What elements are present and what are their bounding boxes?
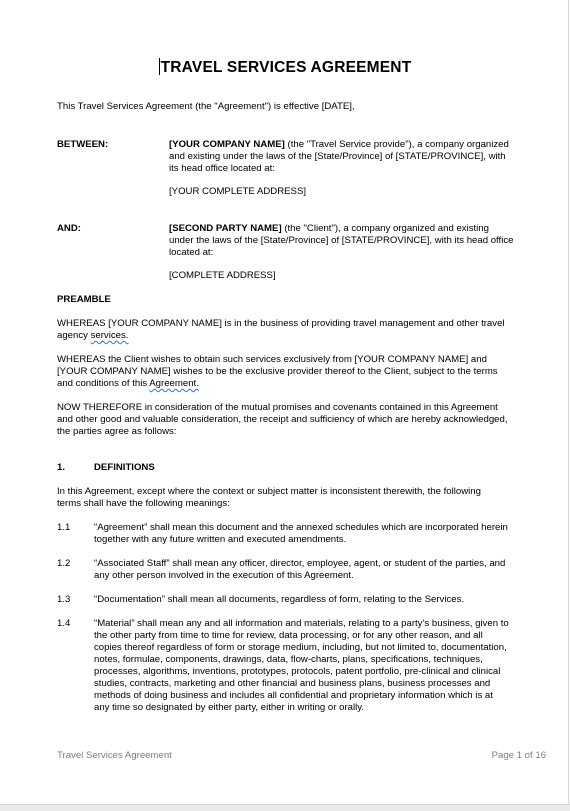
clause-text (94, 594, 554, 606)
and-line2: under the laws of the [State/Province] of [STATE/PROVINCE], with its head office (169, 235, 514, 246)
preamble-p1-line2: agency (57, 330, 91, 341)
preamble-paragraph-3 (57, 402, 547, 438)
clause-line: “Documentation” shall mean all documents, regardless of form, relating to the Services. (94, 594, 465, 605)
clause-line: methods of doing business and includes all confidential and proprietary information which is at (94, 690, 493, 701)
between-party-name: [YOUR COMPANY NAME] (169, 139, 285, 150)
text-cursor (159, 58, 160, 75)
between-label: BETWEEN: (57, 139, 109, 150)
clause-line: “Material” shall mean any and all information and materials, relating to a party’s business, given to (94, 618, 509, 629)
and-line3: located at: (169, 247, 214, 258)
clause-line: processes, algorithms, inventions, prototypes, protocols, patent portfolio, pre-clinical and clinical (94, 666, 501, 677)
definitions-intro-line2: terms shall have the following meanings: (57, 498, 230, 509)
page-separator (0, 804, 570, 811)
and-party-name: [SECOND PARTY NAME] (169, 223, 282, 234)
preamble-p1-line1: WHEREAS [YOUR COMPANY NAME] is in the business of providing travel management and other travel (57, 318, 505, 329)
preamble-p3-line1: NOW THEREFORE in consideration of the mutual promises and covenants contained in this Agreement (57, 402, 498, 413)
between-line3: its head office located at: (169, 163, 275, 174)
and-line1: (the "Client"), a company organized and existing (281, 223, 489, 234)
clause-number: 1.1 (57, 522, 71, 533)
grammar-flag-services[interactable]: services. (90, 330, 129, 341)
clause-line: notes, formulae, components, drawings, data, flow-charts, plans, specifications, techniques, (94, 654, 483, 665)
preamble-paragraph-2 (57, 354, 547, 390)
clause-text (94, 558, 554, 582)
clause-line: studies, contracts, marketing and other financial and business plans, business processes and (94, 678, 491, 689)
section-number: 1. (57, 462, 66, 473)
preamble-paragraph-1 (57, 318, 547, 342)
definitions-intro (57, 486, 547, 510)
section-heading: DEFINITIONS (94, 462, 155, 473)
footer-page-number: Page 1 of 16 (491, 750, 546, 761)
document-title[interactable] (0, 58, 570, 77)
and-address: [COMPLETE ADDRESS] (169, 270, 276, 281)
preamble-p2-line3: and conditions of this (57, 378, 150, 389)
page-edge (568, 0, 569, 811)
clause-number: 1.2 (57, 558, 71, 569)
preamble-p2-line2: [YOUR COMPANY NAME] wishes to be the exclusive provider thereof to the Client, subject to the terms (57, 366, 498, 377)
and-party-block (169, 223, 549, 259)
definitions-intro-line1: In this Agreement, except where the context or subject matter is inconsistent therewith, the following (57, 486, 481, 497)
clause-line: copies thereof regardless of form or storage medium, including, but not limited to, documentation, (94, 642, 507, 653)
clause-number: 1.3 (57, 594, 71, 605)
clause-line: the other party from time to time for review, data processing, or for any other reason, and all (94, 630, 483, 641)
title-text: TRAVEL SERVICES AGREEMENT (160, 59, 412, 76)
intro-paragraph: This Travel Services Agreement (the "Agreement") is effective [DATE], (57, 101, 355, 112)
grammar-flag-agreement[interactable]: Agreement. (149, 378, 199, 389)
between-line1: (the "Travel Service provide"), a company organized (284, 139, 509, 150)
preamble-p3-line2: and other good and valuable consideration, the receipt and sufficiency of which are hereby acknowledged, (57, 414, 508, 425)
clause-number: 1.4 (57, 618, 71, 629)
clause-line: any time so designated by either party, either in writing or orally. (94, 702, 364, 713)
clause-text (94, 522, 554, 546)
preamble-p3-line3: the parties agree as follows: (57, 426, 177, 437)
between-line2: and existing under the laws of the [State/Province] of [STATE/PROVINCE], with (169, 151, 506, 162)
preamble-heading: PREAMBLE (57, 294, 111, 305)
clause-text (94, 618, 554, 714)
preamble-p2-line1: WHEREAS the Client wishes to obtain such services exclusively from [YOUR COMPANY NAME] and (57, 354, 487, 365)
and-label: AND: (57, 223, 81, 234)
between-party-block (169, 139, 549, 175)
footer-title: Travel Services Agreement (57, 750, 172, 761)
clause-line: any other person involved in the execution of this Agreement. (94, 570, 354, 581)
clause-line: “Agreement” shall mean this document and the annexed schedules which are incorporated herein (94, 522, 508, 533)
between-address: [YOUR COMPLETE ADDRESS] (169, 186, 307, 197)
clause-line: together with any future written and executed amendments. (94, 534, 347, 545)
clause-line: “Associated Staff” shall mean any officer, director, employee, agent, or student of the parties, and (94, 558, 506, 569)
